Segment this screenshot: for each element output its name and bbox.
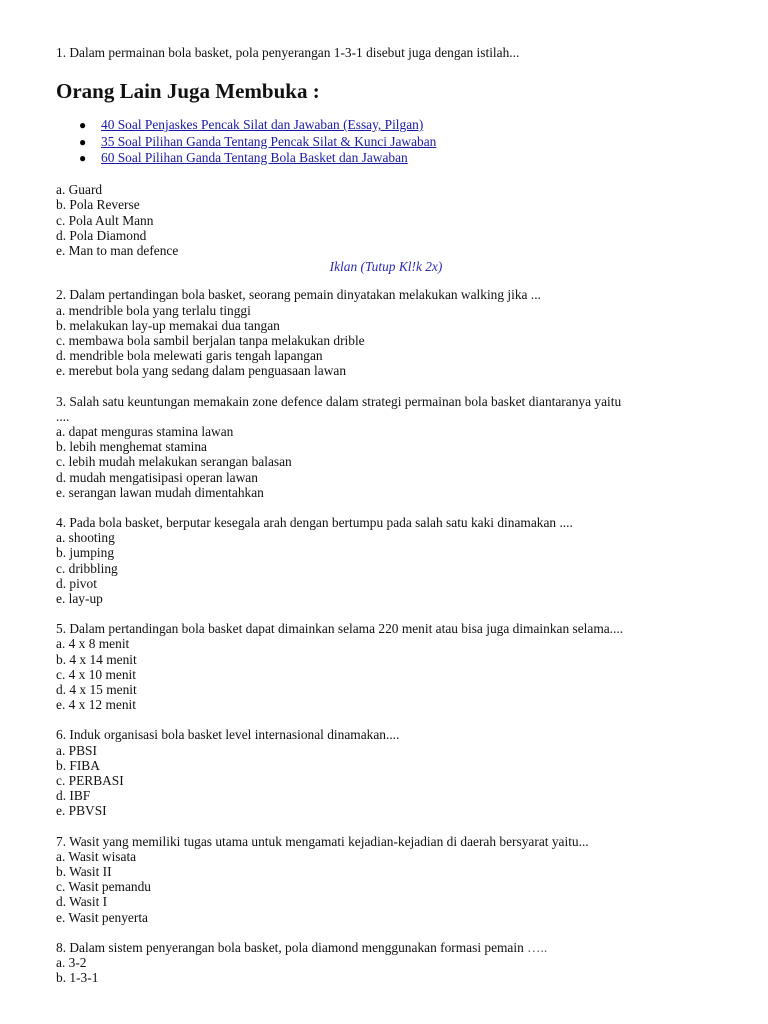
option-b: b. 4 x 14 menit bbox=[56, 651, 137, 667]
option-c: c. membawa bola sambil berjalan tanpa melakukan drible bbox=[56, 332, 365, 348]
option-e: e. merebut bola yang sedang dalam penguasaan lawan bbox=[56, 363, 347, 379]
spacer bbox=[56, 275, 716, 287]
related-link-2[interactable]: 35 Soal Pilihan Ganda Tentang Pencak Silat & Kunci Jawaban bbox=[101, 133, 437, 149]
option-e: e. PBVSI bbox=[56, 803, 107, 819]
question-6 bbox=[56, 727, 716, 818]
option-d: d. IBF bbox=[56, 788, 91, 804]
option-d: d. pivot bbox=[56, 575, 97, 591]
ad-label[interactable]: Iklan (Tutup Kl!k 2x) bbox=[329, 259, 443, 275]
spacer bbox=[56, 925, 716, 940]
spacer bbox=[56, 379, 716, 394]
question-3-text-continued: .... bbox=[56, 408, 70, 424]
related-links-list bbox=[56, 117, 716, 166]
question-5-text: 5. Dalam pertandingan bola basket dapat dimainkan selama 220 menit atau bisa juga dimainkan selama.... bbox=[56, 621, 624, 637]
question-8-text: 8. Dalam sistem penyerangan bola basket, pola diamond menggunakan formasi pemain bbox=[56, 939, 524, 955]
option-b: b. FIBA bbox=[56, 757, 100, 773]
option-e: e. 4 x 12 menit bbox=[56, 697, 136, 713]
option-d: d. Wasit I bbox=[56, 894, 108, 910]
related-heading: Orang Lain Juga Membuka : bbox=[56, 79, 320, 104]
option-d: d. mudah mengatisipasi operan lawan bbox=[56, 469, 258, 485]
option-a: a. 4 x 8 menit bbox=[56, 636, 130, 652]
option-c: c. Pola Ault Mann bbox=[56, 212, 154, 228]
document-page bbox=[56, 45, 716, 985]
question-3-text: 3. Salah satu keuntungan memakain zone defence dalam strategi permainan bola basket diantaranya yaitu bbox=[56, 393, 622, 409]
option-c: c. PERBASI bbox=[56, 773, 124, 788]
option-e: e. Wasit penyerta bbox=[56, 909, 149, 925]
option-b: b. lebih menghemat stamina bbox=[56, 439, 207, 455]
option-a: a. PBSI bbox=[56, 742, 97, 758]
option-c: c. lebih mudah melakukan serangan balasan bbox=[56, 454, 292, 470]
option-a: a. shooting bbox=[56, 530, 115, 546]
option-d: d. mendrible bola melewati garis tengah lapangan bbox=[56, 348, 323, 364]
option-b: b. 1-3-1 bbox=[56, 970, 99, 986]
question-8-ellipsis: ….. bbox=[527, 939, 548, 955]
spacer bbox=[56, 712, 716, 727]
question-7 bbox=[56, 834, 716, 925]
question-6-text: 6. Induk organisasi bola basket level internasional dinamakan.... bbox=[56, 727, 400, 743]
option-c: c. dribbling bbox=[56, 560, 118, 576]
related-link-1[interactable]: 40 Soal Penjaskes Pencak Silat dan Jawaban (Essay, Pilgan) bbox=[101, 117, 424, 133]
option-a: a. Guard bbox=[56, 182, 103, 198]
question-4-text: 4. Pada bola basket, berputar kesegala arah dengan bertumpu pada salah satu kaki dinamakan .... bbox=[56, 514, 573, 530]
question-4 bbox=[56, 515, 716, 606]
related-link-item bbox=[56, 117, 716, 133]
option-a: a. mendrible bola yang terlalu tinggi bbox=[56, 302, 251, 318]
spacer bbox=[56, 606, 716, 621]
bullet-icon: ● bbox=[79, 150, 87, 165]
option-c: c. 4 x 10 menit bbox=[56, 666, 136, 682]
option-e: e. lay-up bbox=[56, 590, 103, 606]
option-a: a. dapat menguras stamina lawan bbox=[56, 423, 234, 439]
option-d: d. Pola Diamond bbox=[56, 227, 147, 243]
question-5 bbox=[56, 621, 716, 712]
spacer bbox=[56, 166, 716, 182]
question-3 bbox=[56, 394, 716, 500]
bullet-icon: ● bbox=[79, 118, 87, 133]
question-8-line bbox=[56, 940, 716, 955]
option-a: a. 3-2 bbox=[56, 955, 87, 971]
bullet-icon: ● bbox=[79, 134, 87, 149]
question-1-options bbox=[56, 182, 716, 258]
option-e: e. Man to man defence bbox=[56, 242, 179, 258]
related-link-item bbox=[56, 134, 716, 150]
related-link-item bbox=[56, 150, 716, 166]
spacer bbox=[56, 819, 716, 834]
option-b: b. jumping bbox=[56, 545, 115, 561]
option-c: c. Wasit pemandu bbox=[56, 879, 151, 895]
option-b: b. Pola Reverse bbox=[56, 197, 140, 213]
question-7-text: 7. Wasit yang memiliki tugas utama untuk mengamati kejadian-kejadian di daerah bersyarat yaitu... bbox=[56, 833, 589, 849]
option-b: b. Wasit II bbox=[56, 864, 112, 880]
option-a: a. Wasit wisata bbox=[56, 848, 137, 864]
spacer bbox=[56, 500, 716, 515]
option-e: e. serangan lawan mudah dimentahkan bbox=[56, 484, 264, 500]
question-8 bbox=[56, 940, 716, 986]
question-1-text: 1. Dalam permainan bola basket, pola penyerangan 1-3-1 disebut juga dengan istilah... bbox=[56, 45, 520, 60]
question-2 bbox=[56, 287, 716, 378]
option-d: d. 4 x 15 menit bbox=[56, 681, 137, 697]
question-2-text: 2. Dalam pertandingan bola basket, seorang pemain dinyatakan melakukan walking jika ... bbox=[56, 287, 541, 303]
option-b: b. melakukan lay-up memakai dua tangan bbox=[56, 317, 280, 333]
related-link-3[interactable]: 60 Soal Pilihan Ganda Tentang Bola Basket dan Jawaban bbox=[101, 149, 408, 165]
